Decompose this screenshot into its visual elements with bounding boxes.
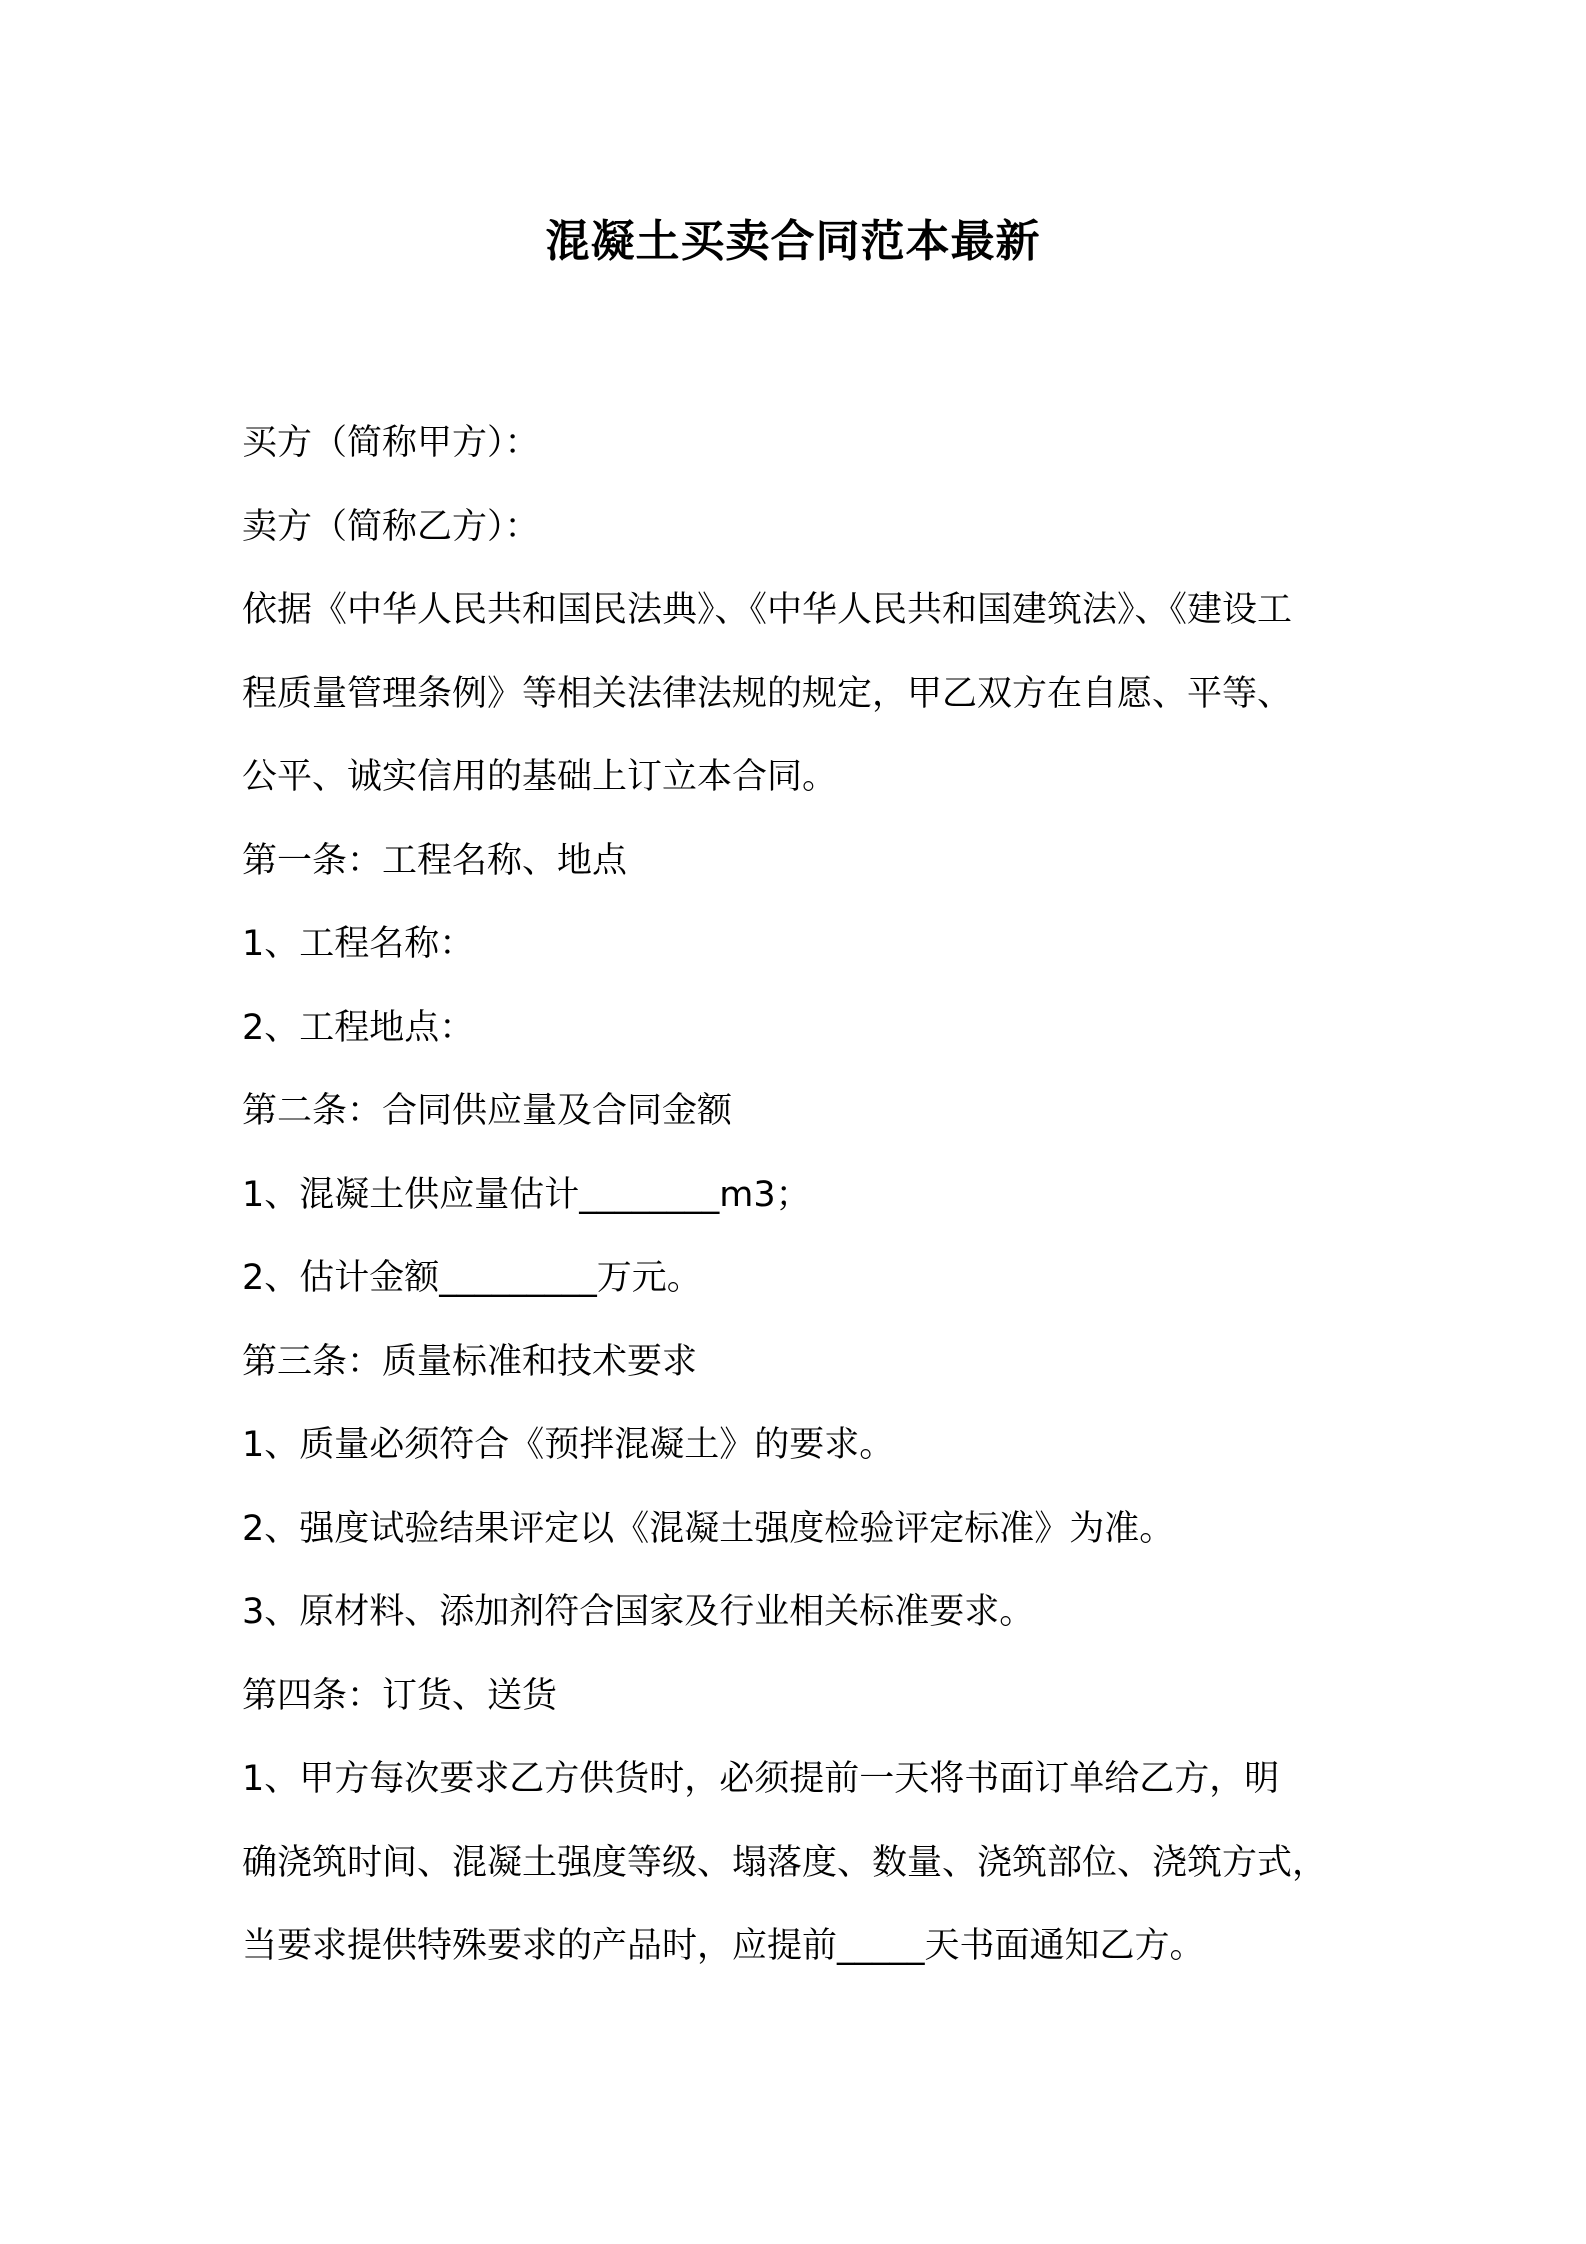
article-3-heading: 第三条：质量标准和技术要求 bbox=[242, 1341, 698, 1382]
estimated-amount-line: 2、估计金额_________万元。 bbox=[242, 1258, 702, 1298]
preamble-line-1: 依据《中华人民共和国民法典》、《中华人民共和国建筑法》、《建设工 bbox=[242, 590, 1293, 630]
buyer-line: 买方（简称甲方）： bbox=[242, 423, 540, 463]
article-4-heading: 第四条：订货、送货 bbox=[242, 1675, 558, 1716]
article-1-heading: 第一条：工程名称、地点 bbox=[242, 840, 628, 881]
article-2-heading: 第二条：合同供应量及合同金额 bbox=[242, 1091, 733, 1131]
document-title: 混凝土买卖合同范本最新 bbox=[545, 216, 1041, 267]
quality-requirement-3: 3、原材料、添加剂符合国家及行业相关标准要求。 bbox=[242, 1592, 1035, 1632]
project-location-line: 2、工程地点： bbox=[242, 1007, 475, 1048]
seller-line: 卖方（简称乙方）： bbox=[242, 506, 540, 547]
ordering-line-2: 确浇筑时间、混凝土强度等级、塌落度、数量、浇筑部位、浇筑方式， bbox=[242, 1842, 1328, 1883]
supply-quantity-line: 1、混凝土供应量估计________m3； bbox=[242, 1174, 811, 1215]
quality-requirement-2: 2、强度试验结果评定以《混凝土强度检验评定标准》为准。 bbox=[242, 1508, 1175, 1549]
ordering-line-1: 1、甲方每次要求乙方供货时，必须提前一天将书面订单给乙方，明 bbox=[242, 1759, 1280, 1799]
ordering-line-3: 当要求提供特殊要求的产品时，应提前_____天书面通知乙方。 bbox=[242, 1926, 1205, 1966]
document-body bbox=[242, 402, 1362, 1989]
preamble-line-2: 程质量管理条例》等相关法律法规的规定，甲乙双方在自愿、平等、 bbox=[242, 673, 1293, 714]
preamble-line-3: 公平、诚实信用的基础上订立本合同。 bbox=[242, 757, 838, 797]
project-name-line: 1、工程名称： bbox=[242, 924, 475, 964]
quality-requirement-1: 1、质量必须符合《预拌混凝土》的要求。 bbox=[242, 1425, 895, 1465]
